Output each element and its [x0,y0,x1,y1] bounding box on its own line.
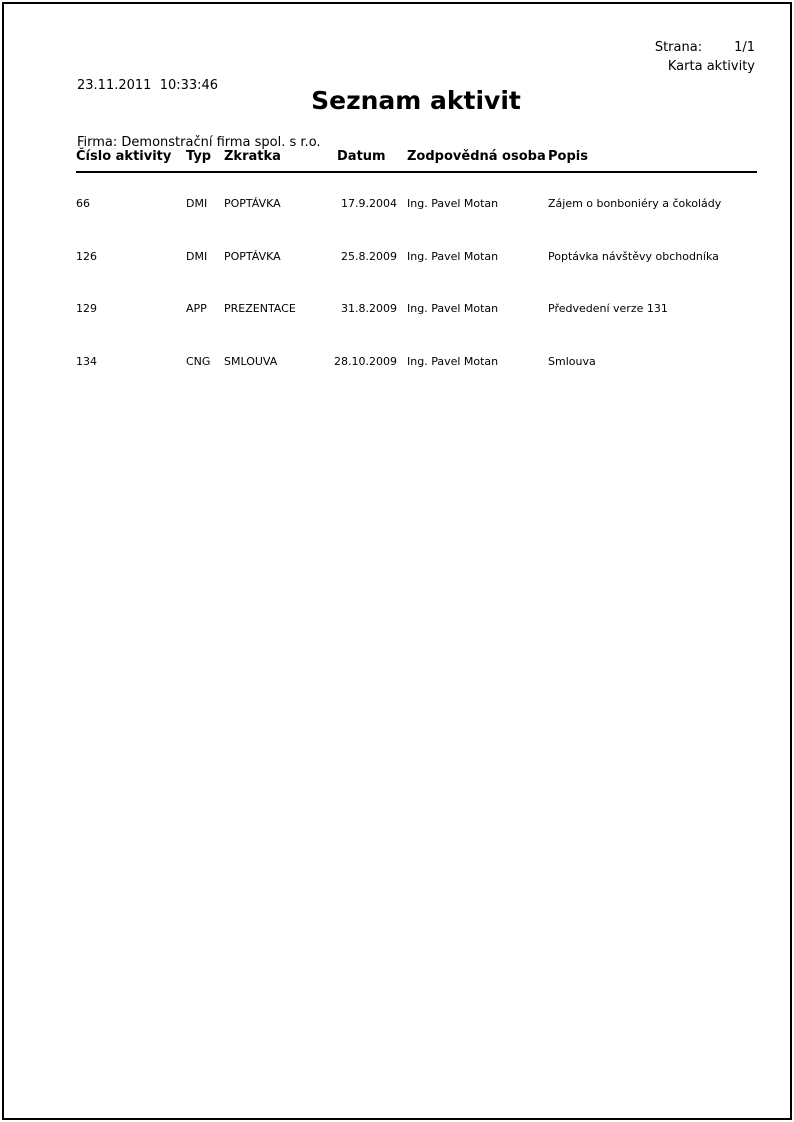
cell-zodpovedna-osoba: Ing. Pavel Motan [407,197,499,210]
page-title: Seznam aktivit [311,86,521,115]
column-header-cislo-aktivity: Číslo aktivity [76,149,172,164]
activities-table [76,149,757,407]
table-body [76,173,757,407]
cell-cislo-aktivity: 134 [76,354,97,368]
cell-popis: Smlouva [548,354,596,368]
cell-typ: CNG [186,354,211,368]
cell-popis: Předvedení verze 131 [548,302,668,315]
cell-zodpovedna-osoba: Ing. Pavel Motan [407,354,499,368]
cell-zkratka: PREZENTACE [224,302,296,315]
table-row [76,302,757,355]
cell-typ: APP [186,302,207,315]
column-header-datum: Datum [337,149,386,164]
cell-zodpovedna-osoba: Ing. Pavel Motan [407,249,499,263]
cell-typ: DMI [186,249,208,263]
cell-popis: Zájem o bonboniéry a čokolády [548,197,722,210]
print-datetime: 23.11.2011 10:33:46 [77,78,219,93]
report-name: Karta aktivity [667,59,755,74]
cell-cislo-aktivity: 129 [76,302,97,315]
report-meta-right [655,38,755,76]
cell-cislo-aktivity: 66 [76,197,90,210]
cell-zkratka: POPTÁVKA [224,249,281,263]
column-header-zodpovedna-osoba: Zodpovědná osoba [407,149,546,164]
page-number-label: Strana: [654,40,703,55]
company-name: Firma: Demonstrační firma spol. s r.o. [77,135,321,150]
table-row [76,250,757,303]
page-number-value: 1/1 [734,40,755,55]
cell-zkratka: POPTÁVKA [224,197,281,210]
cell-typ: DMI [186,197,208,210]
column-header-typ: Typ [186,149,212,164]
table-row [76,355,757,408]
cell-zodpovedna-osoba: Ing. Pavel Motan [407,302,499,315]
cell-popis: Poptávka návštěvy obchodníka [548,249,719,263]
column-header-popis: Popis [548,149,588,164]
cell-datum: 28.10.2009 [334,354,397,368]
cell-datum: 31.8.2009 [341,302,397,315]
column-header-zkratka: Zkratka [224,149,281,164]
cell-zkratka: SMLOUVA [224,354,278,368]
cell-datum: 25.8.2009 [341,249,397,263]
table-row [76,197,757,250]
page-number-line [655,38,755,57]
cell-cislo-aktivity: 126 [76,249,97,263]
cell-datum: 17.9.2004 [341,197,397,210]
table-header-row [76,149,757,173]
